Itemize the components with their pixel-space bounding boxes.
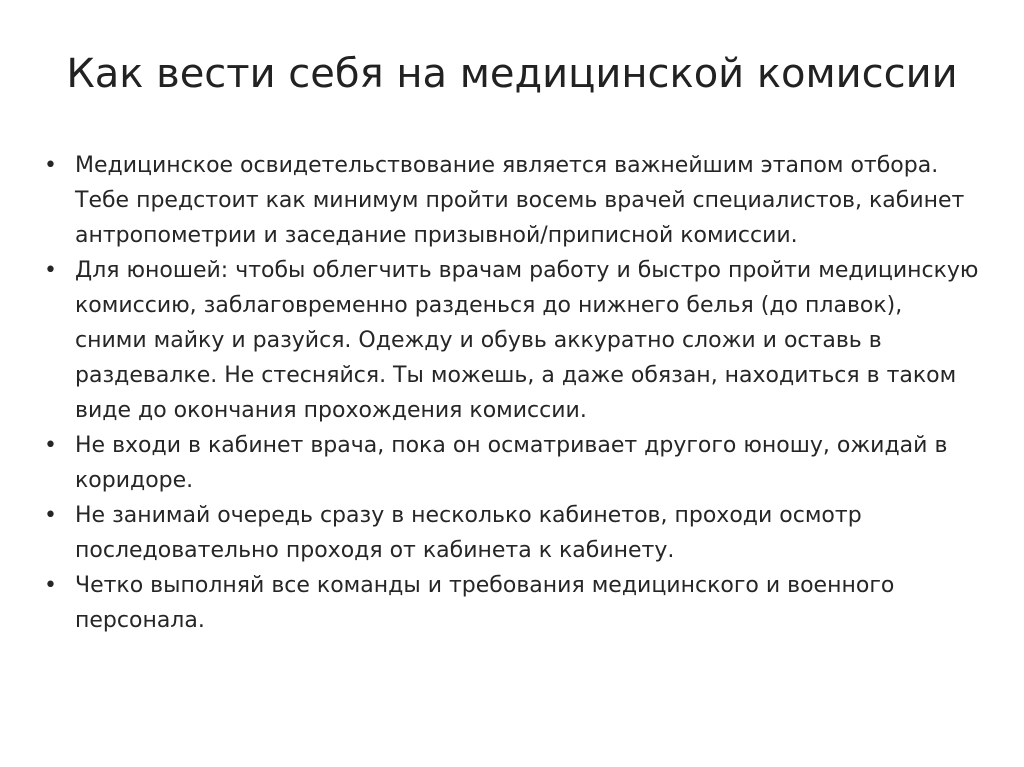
bullet-text-1: Медицинское освидетельствование является важнейшим этапом отбора. Тебе предстоит как минимум пройти восемь врачей специалистов, кабинет антропометрии и заседание призывной/приписной комиссии.	[75, 153, 965, 248]
bullet-dot-icon: •	[44, 573, 57, 598]
bullet-text-3: Не входи в кабинет врача, пока он осматривает другого юношу, ожидай в коридоре.	[75, 433, 948, 493]
bullet-dot-icon: •	[44, 433, 57, 458]
slide-title: Как вести себя на медицинской комиссии	[66, 51, 958, 97]
bullet-dot-icon: •	[44, 153, 57, 178]
bullet-item-3	[40, 428, 980, 498]
bullet-dot-icon: •	[44, 503, 57, 528]
bullet-item-4	[40, 498, 980, 568]
bullet-list	[40, 148, 980, 638]
bullet-item-1	[40, 148, 980, 253]
bullet-text-5: Четко выполняй все команды и требования медицинского и военного персонала.	[75, 573, 895, 633]
bullet-item-2	[40, 253, 980, 428]
bullet-item-5	[40, 568, 980, 638]
bullet-text-2: Для юношей: чтобы облегчить врачам работу и быстро пройти медицинскую комиссию, заблаговременно разденься до нижнего белья (до плавок), сними майку и разуйся. Одежду и обувь аккуратно сложи и оставь в раздевалке. Не стесняйся. Ты можешь, а даже обязан, находиться в таком виде до окончания прохождения комиссии.	[75, 258, 979, 423]
bullet-dot-icon: •	[44, 258, 57, 283]
bullet-text-4: Не занимай очередь сразу в несколько кабинетов, проходи осмотр последовательно проходя от кабинета к кабинету.	[75, 503, 862, 563]
